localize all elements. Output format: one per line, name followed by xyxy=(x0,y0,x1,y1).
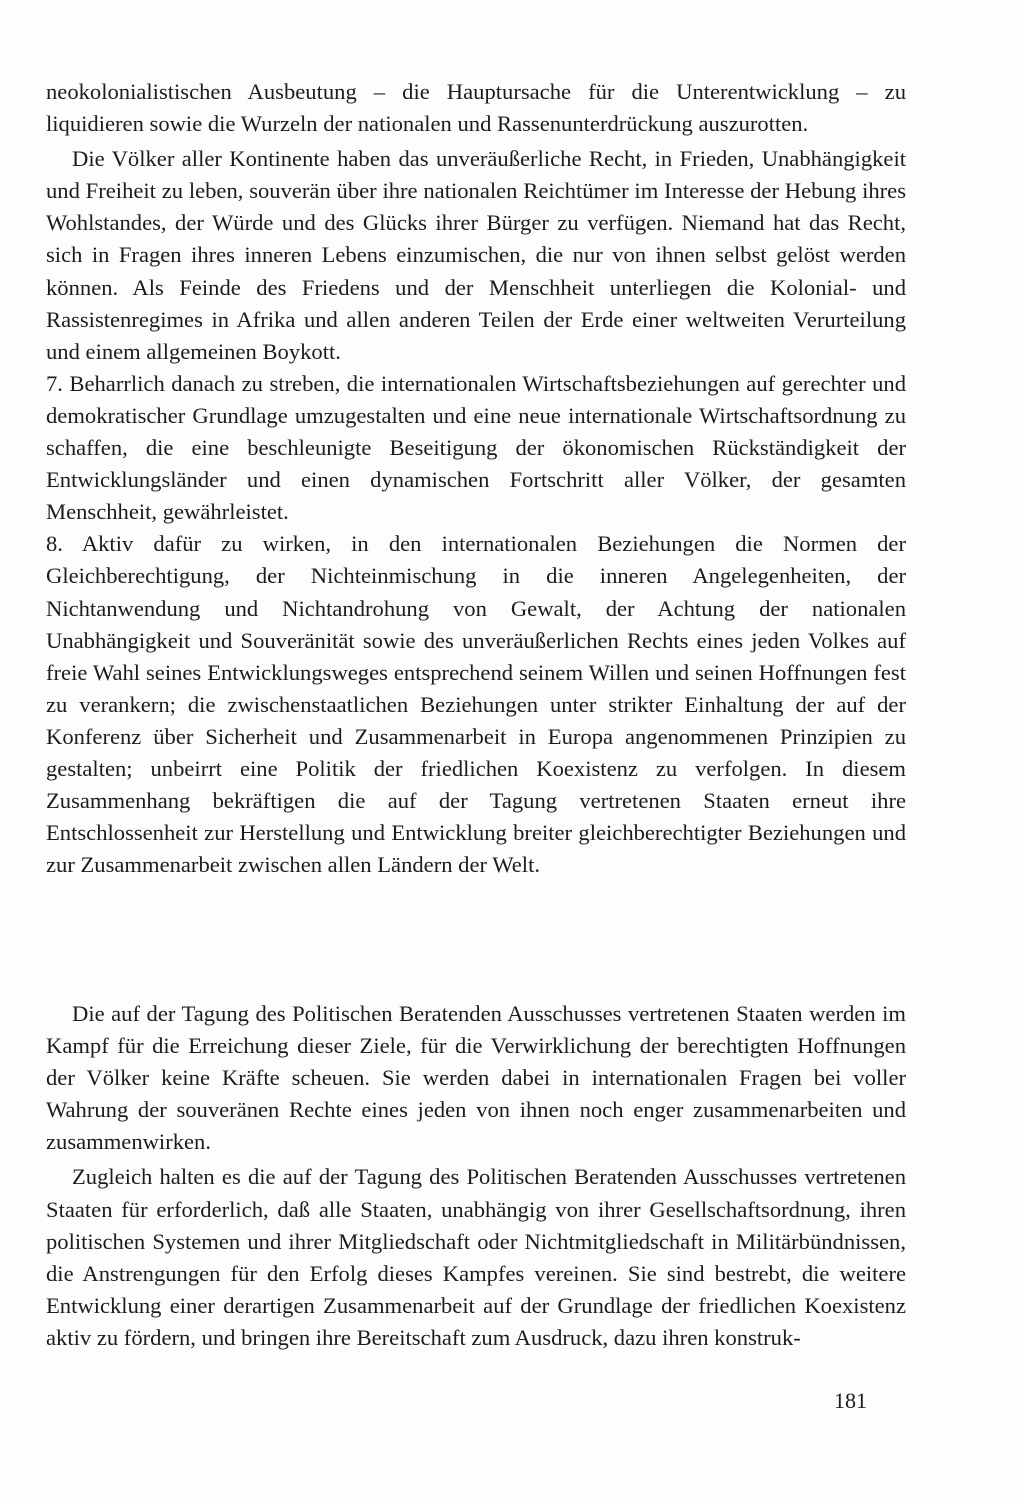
paragraph-point-7: 7. Beharrlich danach zu streben, die internationalen Wirtschaftsbeziehungen auf gerechter und demokratischer Grundlage umzugestalten und eine neue internationale Wirtschaftsordnung zu schaffen, die eine beschleunigte Beseitigung der ökonomischen Rückständigkeit der Entwicklungsländer und einen dynamischen Fortschritt aller Völker, der gesamten Menschheit, gewährleistet. xyxy=(46,370,906,525)
text-section-two xyxy=(46,998,906,1354)
paragraph-rights-of-peoples: Die Völker aller Kontinente haben das unveräußerliche Recht, in Frieden, Unabhängigkeit und Freiheit zu leben, souverän über ihre nationalen Reichtümer im Interesse der Hebung ihres Wohlstandes, der Würde und des Glücks ihrer Bürger zu verfügen. Niemand hat das Recht, sich in Fragen ihres inneren Lebens einzumischen, die nur von ihnen selbst gelöst werden können. Als Feinde des Friedens und der Menschheit unterliegen die Kolonial- und Rassistenregimes in Afrika und allen anderen Teilen der Erde einer weltweiten Verurteilung und einem allgemeinen Boykott. xyxy=(46,146,906,364)
text-section-one xyxy=(46,76,906,881)
paragraph-point-8: 8. Aktiv dafür zu wirken, in den internationalen Beziehungen die Normen der Gleichberechtigung, der Nichteinmischung in die inneren Angelegenheiten, der Nichtanwendung und Nichtandrohung von Gewalt, der Achtung der nationalen Unabhängigkeit und Souveränität sowie des unveräußerlichen Rechts eines jeden Volkes auf freie Wahl seines Entwicklungsweges entsprechend seinem Willen und seinen Hoffnungen fest zu verankern; die zwischenstaatlichen Beziehungen unter strikter Einhaltung der auf der Konferenz über Sicherheit und Zusammenarbeit in Europa angenommenen Prinzipien zu gestalten; unbeirrt eine Politik der friedlichen Koexistenz zu verfolgen. In diesem Zusammenhang bekräftigen die auf der Tagung vertretenen Staaten erneut ihre Entschlossenheit zur Herstellung und Entwicklung breiter gleichberechtigter Beziehungen und zur Zusammenarbeit zwischen allen Ländern der Welt. xyxy=(46,531,906,878)
paragraph-all-states-unite: Zugleich halten es die auf der Tagung des Politischen Beratenden Ausschusses vertretenen Staaten für erforderlich, daß alle Staaten, unabhängig von ihrer Gesellschaftsordnung, ihren politischen Systemen und ihrer Mitgliedschaft oder Nichtmitgliedschaft in Militärbündnissen, die Anstrengungen für den Erfolg dieses Kampfes vereinen. Sie sind bestrebt, die weitere Entwicklung einer derartigen Zusammenarbeit auf der Grundlage der friedlichen Koexistenz aktiv zu fördern, und bringen ihre Bereitschaft zum Ausdruck, dazu ihren konstruk- xyxy=(46,1164,906,1350)
paragraph-states-cooperation: Die auf der Tagung des Politischen Beratenden Ausschusses vertretenen Staaten werden im Kampf für die Erreichung dieser Ziele, für die Verwirklichung der berechtigten Hoffnungen der Völker keine Kräfte scheuen. Sie werden dabei in internationalen Fragen bei voller Wahrung der souveränen Rechte eines jeden von ihnen noch enger zusammenarbeiten und zusammenwirken. xyxy=(46,1001,906,1155)
paragraph-continuation: neokolonialistischen Ausbeutung – die Hauptursache für die Unterentwicklung – zu liquidieren sowie die Wurzeln der nationalen und Rassenunterdrückung auszurotten. xyxy=(46,79,906,137)
page-number: 181 xyxy=(834,1388,867,1413)
